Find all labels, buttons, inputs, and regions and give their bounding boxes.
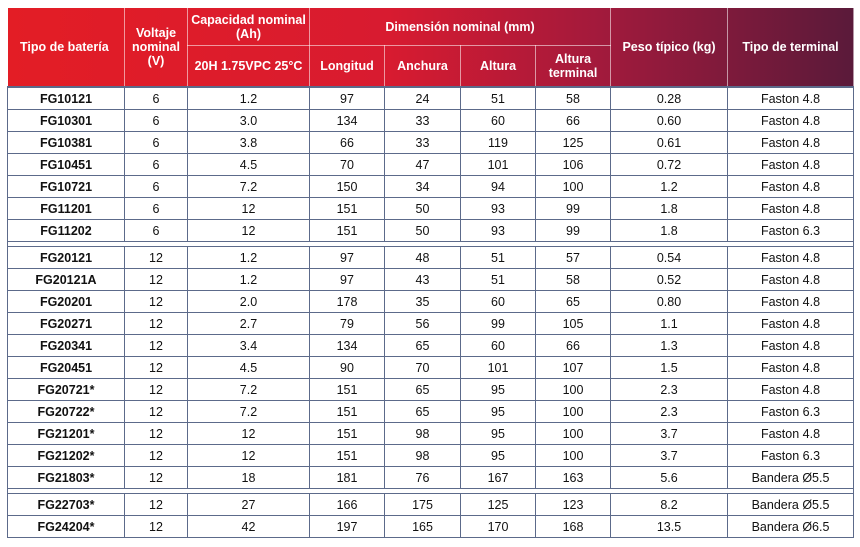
- cell-longitud: 181: [310, 467, 385, 489]
- cell-model: FG20451: [8, 357, 125, 379]
- table-row: [8, 401, 854, 423]
- cell-voltaje: 12: [125, 445, 188, 467]
- cell-model: FG11201: [8, 198, 125, 220]
- cell-voltaje: 12: [125, 401, 188, 423]
- cell-voltaje: 12: [125, 313, 188, 335]
- cell-peso: 0.52: [611, 269, 728, 291]
- cell-altura: 93: [461, 198, 536, 220]
- cell-altura: 170: [461, 516, 536, 538]
- cell-capacidad: 4.5: [188, 357, 310, 379]
- header-altura: Altura: [461, 46, 536, 88]
- cell-altura-terminal: 65: [536, 291, 611, 313]
- cell-terminal: Faston 4.8: [728, 110, 854, 132]
- cell-capacidad: 1.2: [188, 247, 310, 269]
- cell-terminal: Faston 4.8: [728, 198, 854, 220]
- cell-altura: 99: [461, 313, 536, 335]
- cell-altura: 60: [461, 335, 536, 357]
- header-longitud: Longitud: [310, 46, 385, 88]
- table-row: [8, 269, 854, 291]
- cell-longitud: 151: [310, 445, 385, 467]
- header-capacidad: Capacidad nominal (Ah): [188, 8, 310, 46]
- table-row: [8, 335, 854, 357]
- cell-voltaje: 12: [125, 335, 188, 357]
- cell-capacidad: 4.5: [188, 154, 310, 176]
- cell-capacidad: 12: [188, 423, 310, 445]
- cell-peso: 8.2: [611, 494, 728, 516]
- cell-voltaje: 12: [125, 423, 188, 445]
- cell-voltaje: 12: [125, 269, 188, 291]
- cell-terminal: Bandera Ø5.5: [728, 494, 854, 516]
- cell-peso: 1.3: [611, 335, 728, 357]
- cell-longitud: 70: [310, 154, 385, 176]
- cell-altura: 51: [461, 269, 536, 291]
- cell-terminal: Faston 4.8: [728, 132, 854, 154]
- table-row: [8, 313, 854, 335]
- table-row: [8, 198, 854, 220]
- header-tipo-bateria: Tipo de batería: [8, 8, 125, 88]
- cell-longitud: 134: [310, 110, 385, 132]
- cell-longitud: 150: [310, 176, 385, 198]
- cell-longitud: 197: [310, 516, 385, 538]
- cell-peso: 0.61: [611, 132, 728, 154]
- cell-terminal: Faston 6.3: [728, 401, 854, 423]
- cell-capacidad: 12: [188, 445, 310, 467]
- cell-longitud: 66: [310, 132, 385, 154]
- cell-altura-terminal: 57: [536, 247, 611, 269]
- cell-altura-terminal: 107: [536, 357, 611, 379]
- cell-peso: 1.5: [611, 357, 728, 379]
- cell-voltaje: 12: [125, 357, 188, 379]
- cell-altura: 119: [461, 132, 536, 154]
- cell-altura-terminal: 58: [536, 269, 611, 291]
- cell-altura: 101: [461, 154, 536, 176]
- cell-altura: 51: [461, 247, 536, 269]
- cell-voltaje: 6: [125, 87, 188, 110]
- header-peso: Peso típico (kg): [611, 8, 728, 88]
- table-row: [8, 220, 854, 242]
- table-row: [8, 87, 854, 110]
- cell-model: FG21803*: [8, 467, 125, 489]
- cell-voltaje: 12: [125, 291, 188, 313]
- cell-altura-terminal: 66: [536, 110, 611, 132]
- table-header: [8, 8, 854, 88]
- cell-voltaje: 12: [125, 467, 188, 489]
- cell-anchura: 70: [385, 357, 461, 379]
- cell-peso: 2.3: [611, 401, 728, 423]
- table-body: [8, 87, 854, 538]
- header-dimension: Dimensión nominal (mm): [310, 8, 611, 46]
- cell-voltaje: 12: [125, 247, 188, 269]
- cell-anchura: 33: [385, 110, 461, 132]
- cell-model: FG24204*: [8, 516, 125, 538]
- cell-voltaje: 6: [125, 176, 188, 198]
- cell-altura-terminal: 58: [536, 87, 611, 110]
- cell-longitud: 97: [310, 269, 385, 291]
- cell-terminal: Faston 6.3: [728, 220, 854, 242]
- cell-altura-terminal: 168: [536, 516, 611, 538]
- cell-peso: 0.28: [611, 87, 728, 110]
- cell-terminal: Faston 4.8: [728, 313, 854, 335]
- cell-anchura: 98: [385, 445, 461, 467]
- cell-altura-terminal: 99: [536, 220, 611, 242]
- cell-terminal: Faston 4.8: [728, 176, 854, 198]
- cell-longitud: 90: [310, 357, 385, 379]
- cell-altura: 94: [461, 176, 536, 198]
- cell-altura: 95: [461, 423, 536, 445]
- cell-anchura: 33: [385, 132, 461, 154]
- header-anchura: Anchura: [385, 46, 461, 88]
- cell-terminal: Bandera Ø5.5: [728, 467, 854, 489]
- cell-longitud: 151: [310, 401, 385, 423]
- cell-voltaje: 6: [125, 198, 188, 220]
- table-row: [8, 423, 854, 445]
- cell-capacidad: 7.2: [188, 379, 310, 401]
- cell-model: FG22703*: [8, 494, 125, 516]
- cell-terminal: Bandera Ø6.5: [728, 516, 854, 538]
- cell-anchura: 43: [385, 269, 461, 291]
- cell-model: FG10451: [8, 154, 125, 176]
- cell-altura-terminal: 163: [536, 467, 611, 489]
- cell-altura-terminal: 100: [536, 176, 611, 198]
- cell-peso: 0.80: [611, 291, 728, 313]
- cell-capacidad: 1.2: [188, 87, 310, 110]
- cell-capacidad: 2.7: [188, 313, 310, 335]
- cell-peso: 13.5: [611, 516, 728, 538]
- cell-capacidad: 7.2: [188, 401, 310, 423]
- table-row: [8, 154, 854, 176]
- cell-peso: 2.3: [611, 379, 728, 401]
- cell-capacidad: 42: [188, 516, 310, 538]
- cell-altura-terminal: 105: [536, 313, 611, 335]
- cell-capacidad: 2.0: [188, 291, 310, 313]
- cell-terminal: Faston 4.8: [728, 87, 854, 110]
- cell-capacidad: 3.0: [188, 110, 310, 132]
- cell-capacidad: 12: [188, 198, 310, 220]
- cell-altura-terminal: 125: [536, 132, 611, 154]
- cell-voltaje: 6: [125, 154, 188, 176]
- table-row: [8, 467, 854, 489]
- cell-altura-terminal: 123: [536, 494, 611, 516]
- cell-altura-terminal: 100: [536, 379, 611, 401]
- cell-model: FG10721: [8, 176, 125, 198]
- cell-anchura: 35: [385, 291, 461, 313]
- cell-anchura: 50: [385, 198, 461, 220]
- cell-model: FG20341: [8, 335, 125, 357]
- cell-terminal: Faston 4.8: [728, 154, 854, 176]
- cell-model: FG10301: [8, 110, 125, 132]
- cell-longitud: 151: [310, 423, 385, 445]
- cell-anchura: 65: [385, 379, 461, 401]
- cell-altura: 95: [461, 379, 536, 401]
- cell-altura: 51: [461, 87, 536, 110]
- cell-longitud: 97: [310, 247, 385, 269]
- cell-anchura: 98: [385, 423, 461, 445]
- cell-peso: 3.7: [611, 445, 728, 467]
- cell-terminal: Faston 4.8: [728, 291, 854, 313]
- cell-altura: 125: [461, 494, 536, 516]
- cell-voltaje: 6: [125, 132, 188, 154]
- cell-anchura: 165: [385, 516, 461, 538]
- cell-capacidad: 27: [188, 494, 310, 516]
- cell-peso: 1.8: [611, 198, 728, 220]
- table-row: [8, 110, 854, 132]
- cell-peso: 0.72: [611, 154, 728, 176]
- cell-anchura: 65: [385, 335, 461, 357]
- cell-altura-terminal: 100: [536, 401, 611, 423]
- cell-voltaje: 6: [125, 110, 188, 132]
- table-row: [8, 445, 854, 467]
- cell-capacidad: 12: [188, 220, 310, 242]
- cell-altura-terminal: 66: [536, 335, 611, 357]
- cell-anchura: 56: [385, 313, 461, 335]
- cell-terminal: Faston 4.8: [728, 423, 854, 445]
- cell-model: FG20721*: [8, 379, 125, 401]
- cell-terminal: Faston 4.8: [728, 335, 854, 357]
- cell-capacidad: 7.2: [188, 176, 310, 198]
- cell-voltaje: 12: [125, 516, 188, 538]
- cell-altura: 60: [461, 110, 536, 132]
- table-row: [8, 494, 854, 516]
- cell-model: FG20722*: [8, 401, 125, 423]
- cell-anchura: 76: [385, 467, 461, 489]
- cell-anchura: 175: [385, 494, 461, 516]
- cell-capacidad: 18: [188, 467, 310, 489]
- battery-spec-table: [7, 7, 854, 538]
- cell-longitud: 166: [310, 494, 385, 516]
- table-row: [8, 291, 854, 313]
- header-altura-terminal: Altura terminal: [536, 46, 611, 88]
- cell-altura: 95: [461, 445, 536, 467]
- cell-capacidad: 1.2: [188, 269, 310, 291]
- cell-peso: 3.7: [611, 423, 728, 445]
- cell-peso: 0.54: [611, 247, 728, 269]
- cell-peso: 0.60: [611, 110, 728, 132]
- cell-model: FG11202: [8, 220, 125, 242]
- table-row: [8, 379, 854, 401]
- cell-terminal: Faston 4.8: [728, 247, 854, 269]
- cell-altura: 60: [461, 291, 536, 313]
- cell-longitud: 151: [310, 379, 385, 401]
- cell-longitud: 79: [310, 313, 385, 335]
- header-voltaje: Voltaje nominal (V): [125, 8, 188, 88]
- cell-altura-terminal: 100: [536, 445, 611, 467]
- cell-peso: 1.2: [611, 176, 728, 198]
- cell-voltaje: 12: [125, 494, 188, 516]
- cell-model: FG20201: [8, 291, 125, 313]
- cell-model: FG20121: [8, 247, 125, 269]
- cell-anchura: 47: [385, 154, 461, 176]
- cell-capacidad: 3.8: [188, 132, 310, 154]
- cell-capacidad: 3.4: [188, 335, 310, 357]
- header-capacidad-sub: 20H 1.75VPC 25°C: [188, 46, 310, 88]
- cell-altura: 101: [461, 357, 536, 379]
- cell-model: FG21202*: [8, 445, 125, 467]
- cell-altura: 93: [461, 220, 536, 242]
- cell-anchura: 34: [385, 176, 461, 198]
- cell-terminal: Faston 4.8: [728, 357, 854, 379]
- cell-peso: 1.1: [611, 313, 728, 335]
- cell-terminal: Faston 6.3: [728, 445, 854, 467]
- table-row: [8, 132, 854, 154]
- cell-longitud: 97: [310, 87, 385, 110]
- cell-altura-terminal: 106: [536, 154, 611, 176]
- cell-anchura: 24: [385, 87, 461, 110]
- cell-longitud: 134: [310, 335, 385, 357]
- cell-terminal: Faston 4.8: [728, 379, 854, 401]
- cell-anchura: 65: [385, 401, 461, 423]
- cell-altura-terminal: 100: [536, 423, 611, 445]
- cell-voltaje: 12: [125, 379, 188, 401]
- cell-voltaje: 6: [125, 220, 188, 242]
- table-row: [8, 176, 854, 198]
- cell-model: FG10121: [8, 87, 125, 110]
- cell-peso: 5.6: [611, 467, 728, 489]
- cell-longitud: 178: [310, 291, 385, 313]
- table-row: [8, 516, 854, 538]
- table-row: [8, 247, 854, 269]
- cell-terminal: Faston 4.8: [728, 269, 854, 291]
- cell-anchura: 48: [385, 247, 461, 269]
- cell-model: FG10381: [8, 132, 125, 154]
- cell-peso: 1.8: [611, 220, 728, 242]
- cell-model: FG20121A: [8, 269, 125, 291]
- cell-altura: 95: [461, 401, 536, 423]
- cell-longitud: 151: [310, 220, 385, 242]
- cell-model: FG20271: [8, 313, 125, 335]
- table-row: [8, 357, 854, 379]
- cell-model: FG21201*: [8, 423, 125, 445]
- cell-altura: 167: [461, 467, 536, 489]
- battery-spec-table-container: [7, 7, 853, 538]
- cell-altura-terminal: 99: [536, 198, 611, 220]
- header-terminal: Tipo de terminal: [728, 8, 854, 88]
- cell-longitud: 151: [310, 198, 385, 220]
- cell-anchura: 50: [385, 220, 461, 242]
